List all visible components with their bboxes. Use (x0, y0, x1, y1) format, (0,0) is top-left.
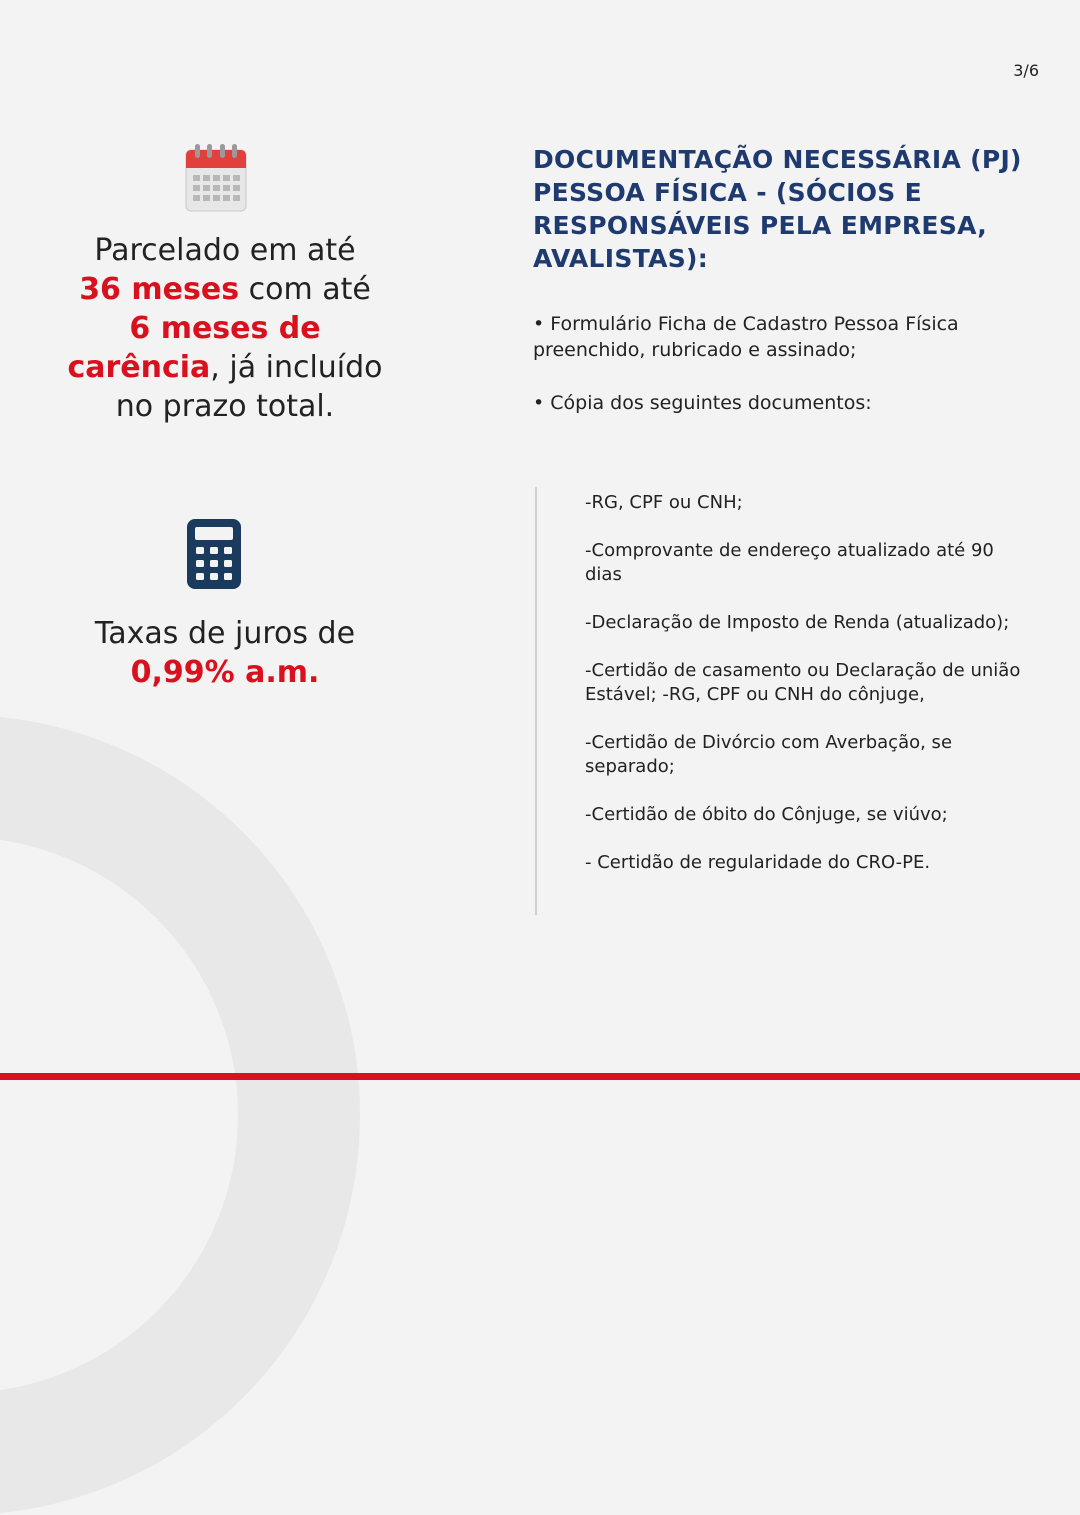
page-number: 3/6 (1013, 61, 1039, 80)
grace-period-highlight: 6 meses de carência (67, 311, 321, 385)
list-item: -Comprovante de endereço atualizado até 90 dias (585, 540, 994, 585)
documentation-heading: DOCUMENTAÇÃO NECESSÁRIA (PJ) PESSOA FÍSICA - (SÓCIOS E RESPONSÁVEIS PELA EMPRESA, AVALISTAS): (533, 145, 1022, 273)
required-documents-list (535, 487, 1035, 915)
list-item: -Certidão de óbito do Cônjuge, se viúvo; (585, 804, 948, 825)
interest-rate-text: Taxas de juros de (94, 616, 356, 651)
installment-text-2: com até (248, 272, 371, 307)
list-item: -Declaração de Imposto de Renda (atualizado); (585, 612, 1010, 633)
calendar-icon (185, 142, 247, 212)
installment-text-1: Parcelado em até (94, 233, 356, 268)
bottom-accent-bar (0, 1073, 1080, 1080)
list-item: - Certidão de regularidade do CRO-PE. (585, 852, 931, 873)
list-item: -RG, CPF ou CNH; (585, 492, 743, 513)
list-item: -Certidão de Divórcio com Averbação, se separado; (585, 732, 953, 777)
decorative-arc (0, 715, 360, 1515)
calculator-icon (187, 519, 241, 589)
interest-rate-highlight: 0,99% a.m. (130, 655, 320, 690)
list-item: -Certidão de casamento ou Declaração de união Estável; -RG, CPF ou CNH do cônjuge, (585, 660, 1021, 705)
interest-rate-info (50, 614, 400, 692)
bullet-documents-copy: • Cópia dos seguintes documentos: (533, 392, 872, 414)
installment-text-3: , já incluído no prazo total. (115, 350, 383, 424)
installment-months-highlight: 36 meses (79, 272, 240, 307)
bullet-registration-form: • Formulário Ficha de Cadastro Pessoa Física preenchido, rubricado e assinado; (533, 313, 959, 361)
installment-info (50, 231, 400, 426)
